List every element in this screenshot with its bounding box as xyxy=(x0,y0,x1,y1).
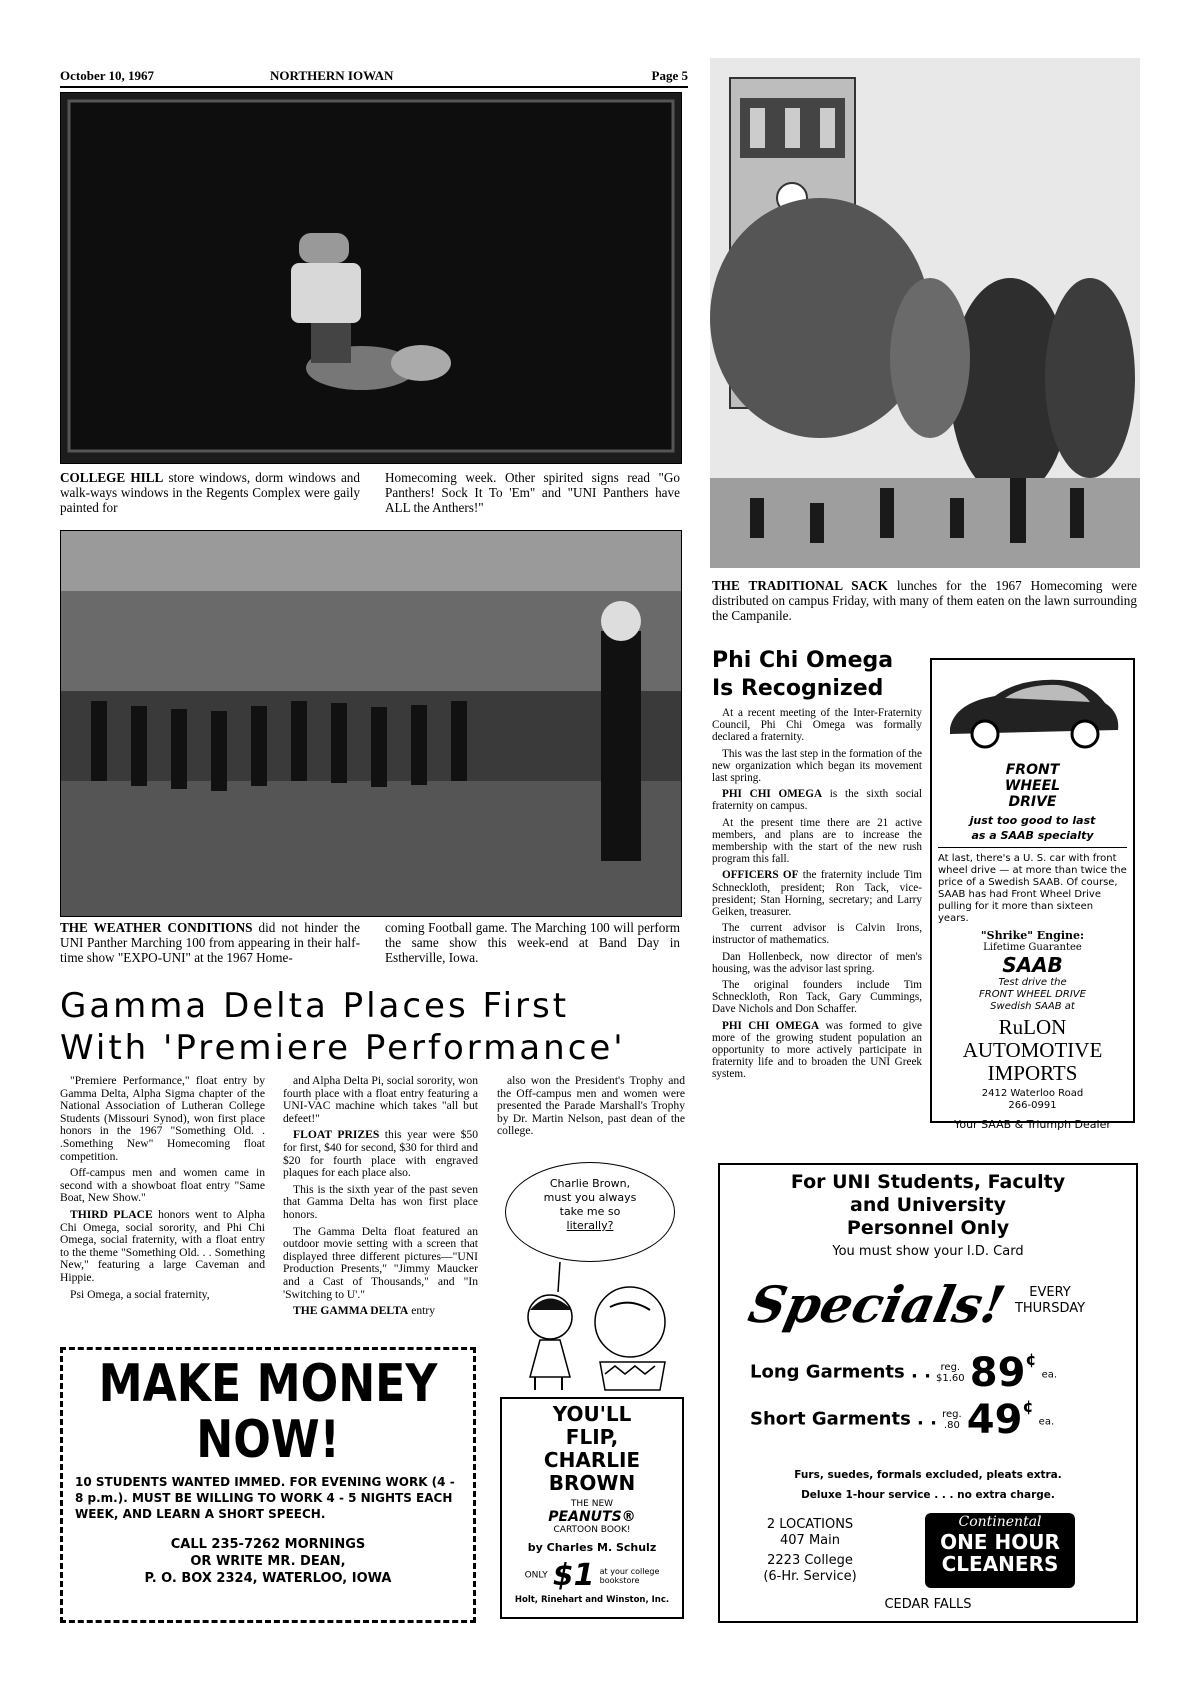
paragraph-text: At a recent meeting of the Inter-Fraternity Council, Phi Chi Omega was formally declared a fraternity. xyxy=(712,707,922,744)
caption-lead: COLLEGE HILL xyxy=(60,470,164,485)
paragraph-text: entry xyxy=(408,1304,436,1318)
headline-line: Gamma Delta Places First xyxy=(60,986,570,1026)
where-label: bookstore xyxy=(599,1575,640,1585)
long-garments-row xyxy=(750,1350,1110,1396)
dealer-name: AUTOMOTIVE xyxy=(962,1038,1103,1062)
ad-title: MAKE MONEY xyxy=(98,1354,438,1414)
paragraph-lead: FLOAT PRIZES xyxy=(293,1128,380,1142)
article-paragraph xyxy=(283,1305,478,1318)
logo-text: ONE HOUR xyxy=(940,1530,1060,1554)
paragraph-text: is the sixth social fraternity on campus. xyxy=(712,788,923,813)
flip-line: FLIP, xyxy=(565,1425,619,1449)
marching-band-caption xyxy=(60,920,680,982)
fwd-line: WHEEL xyxy=(1004,778,1061,794)
make-money-ad xyxy=(60,1347,476,1623)
dealer-phone: 266-0991 xyxy=(1008,1100,1057,1111)
paragraph-text: This is the sixth year of the past seven that Gamma Delta has won first place honors. xyxy=(283,1182,478,1221)
campanile-caption xyxy=(712,578,1137,623)
campanile-illustration xyxy=(710,58,1140,568)
thursday-label: THURSDAY xyxy=(1014,1301,1086,1316)
bubble-text: must you always xyxy=(543,1191,637,1204)
store-window-caption xyxy=(60,470,680,520)
reg-label: reg. xyxy=(942,1409,962,1420)
caption-text: Homecoming week. Other spirited signs read "Go Panthers! Sock It To 'Em" and "UNI Panthers have ALL the Anthers!" xyxy=(385,470,680,515)
where-label: at your college xyxy=(599,1566,660,1576)
cent-sign: ¢ xyxy=(1022,1397,1034,1416)
cent-sign: ¢ xyxy=(1025,1350,1037,1369)
article-paragraph xyxy=(712,817,922,866)
exclusions-note: Furs, suedes, formals excluded, pleats extra. xyxy=(794,1469,1062,1481)
phi-chi-headline xyxy=(712,647,927,703)
location-line: 407 Main xyxy=(780,1533,840,1548)
engine-label: "Shrike" Engine: xyxy=(980,929,1085,942)
the-new-label: THE NEW xyxy=(570,1499,614,1509)
each-label: ea. xyxy=(1041,1369,1058,1381)
logo-text: Continental xyxy=(958,1514,1042,1530)
deluxe-note: Deluxe 1-hour service . . . no extra charge. xyxy=(801,1489,1055,1501)
article-paragraph xyxy=(712,1020,922,1081)
ad-headline: and University xyxy=(850,1194,1006,1216)
caption-text: lunches for the 1967 Homecoming were distributed on campus Friday, with many of them eaten on the lawn surrounding the Campanile. xyxy=(712,578,1137,623)
ad-title: NOW! xyxy=(196,1410,340,1470)
campanile-photo xyxy=(710,58,1140,568)
specials-script: Specials! xyxy=(743,1275,1011,1334)
article-paragraph xyxy=(712,951,922,975)
sale-price: 89 xyxy=(969,1350,1026,1396)
caption-lead: THE TRADITIONAL SACK xyxy=(712,578,888,593)
ad-contact: CALL 235-7262 MORNINGS xyxy=(170,1537,366,1552)
peanuts-ad xyxy=(500,1162,688,1622)
test-drive-line: Test drive the xyxy=(998,977,1067,988)
article-paragraph xyxy=(283,1226,478,1302)
continental-logo xyxy=(925,1513,1075,1588)
article-paragraph xyxy=(60,1209,265,1285)
tagline: as a SAAB specialty xyxy=(971,829,1094,842)
dealer-address: 2412 Waterloo Road xyxy=(981,1088,1084,1099)
every-label: EVERY xyxy=(1029,1285,1071,1300)
publisher-label: Holt, Rinehart and Winston, Inc. xyxy=(514,1595,670,1605)
cleaners-ad xyxy=(718,1163,1138,1623)
paragraph-lead: PHI CHI OMEGA xyxy=(722,788,823,801)
flip-line: BROWN xyxy=(548,1471,636,1495)
peanuts-title: PEANUTS® xyxy=(548,1509,636,1525)
price-label: $1 xyxy=(552,1558,595,1593)
paragraph-text: the fraternity include Tim Schneckloth, president; Ron Tack, vice-president; Stan Horning, secretary; and Larry Geiken, treasurer. xyxy=(712,869,923,919)
article-paragraph xyxy=(283,1184,478,1222)
only-label: ONLY xyxy=(524,1570,548,1581)
article-paragraph xyxy=(497,1075,685,1138)
tagline: just too good to last xyxy=(969,814,1096,827)
article-paragraph xyxy=(60,1289,265,1302)
ad-headline: For UNI Students, Faculty xyxy=(790,1171,1066,1193)
saab-ad xyxy=(930,658,1135,1131)
paragraph-text: Off-campus men and women came in second with a showboat float entry "Same Boat, New Show." xyxy=(60,1166,265,1205)
paragraph-text: This was the last step in the formation of the new organization which began its movement last spring. xyxy=(712,747,922,785)
test-drive-line: FRONT WHEEL DRIVE xyxy=(979,989,1086,1000)
ad-contact: OR WRITE MR. DEAN, xyxy=(190,1554,346,1569)
flip-line: YOU'LL xyxy=(552,1402,632,1426)
newspaper-name: NORTHERN IOWAN xyxy=(270,68,394,83)
paragraph-text: The current advisor is Calvin Irons, instructor of mathematics. xyxy=(712,922,922,947)
article-paragraph xyxy=(712,748,922,785)
store-window-photo xyxy=(60,92,682,464)
paragraph-lead: THIRD PLACE xyxy=(70,1207,153,1221)
paragraph-text: The Gamma Delta float featured an outdoor movie setting with a screen that displayed three different pictures—"UNI Production Presents," "Jimmy Maucker and a Cast of Thousands," and "In 'Switching to U'." xyxy=(283,1224,478,1301)
short-garments-row xyxy=(750,1397,1110,1443)
paragraph-text: Dan Hollenbeck, now director of men's housing, was the advisor last spring. xyxy=(712,950,922,975)
article-paragraph xyxy=(283,1075,478,1125)
gamma-delta-column-3 xyxy=(497,1075,685,1142)
paragraph-text: The original founders include Tim Schneckloth, Ron Tack, Gary Cummings, Dave Nichols and Don Schaffer. xyxy=(712,979,922,1016)
ad-headline: Personnel Only xyxy=(846,1217,1010,1239)
warranty-label: Lifetime Guarantee xyxy=(983,942,1082,953)
reg-price: $1.60 xyxy=(936,1373,965,1384)
caption-text: did not hinder the UNI Panther Marching 100 from appearing in their half-time show "EXPO-UNI" at the 1967 Home- xyxy=(60,920,360,965)
gamma-delta-column-1 xyxy=(60,1075,265,1305)
sale-price: 49 xyxy=(966,1397,1023,1443)
paragraph-text: also won the President's Trophy and the Off-campus men and women were presented the Parade Marshall's Trophy by Dr. Martin Nelson, past dean of the college. xyxy=(497,1074,685,1138)
store-window-illustration xyxy=(61,93,681,463)
marching-band-illustration xyxy=(61,531,681,916)
paragraph-text: At the present time there are 21 active members, and plans are to increase the membership with the start of the new rush program this fall. xyxy=(712,816,922,866)
bubble-text: literally? xyxy=(566,1219,614,1232)
caption-text: store windows, dorm windows and walk-ways windows in the Regents Complex were gaily painted for xyxy=(60,470,360,515)
garment-label: Long Garments . . xyxy=(750,1361,931,1383)
saab-brand: SAAB xyxy=(1002,953,1063,977)
headline-line: Is Recognized xyxy=(712,676,884,701)
id-card-note: You must show your I.D. Card xyxy=(832,1244,1024,1259)
saab-car-illustration xyxy=(940,668,1125,758)
flip-line: CHARLIE xyxy=(543,1448,641,1472)
location-line: 2223 College xyxy=(767,1553,853,1568)
article-paragraph xyxy=(712,788,922,812)
headline-line: With 'Premiere Performance' xyxy=(60,1028,626,1068)
fwd-line: FRONT xyxy=(1005,762,1060,778)
location-line: 2 LOCATIONS xyxy=(766,1517,854,1532)
page-number: Page 5 xyxy=(651,68,688,83)
caption-text: coming Football game. The Marching 100 will perform the same show this week-end at Band Day in Estherville, Iowa. xyxy=(385,920,680,965)
fwd-line: DRIVE xyxy=(1008,794,1057,810)
article-paragraph xyxy=(283,1129,478,1179)
author-label: by Charles M. Schulz xyxy=(527,1541,657,1554)
lucy-charlie-cartoon xyxy=(500,1262,688,1392)
dealer-name: RuLON xyxy=(998,1015,1067,1039)
paragraph-text: this year were $50 for first, $40 for second, $30 for third and $20 for fourth place with engraved plaques for each place also. xyxy=(283,1128,478,1180)
article-paragraph xyxy=(60,1075,265,1163)
dealer-footer: Your SAAB & Triumph Dealer xyxy=(954,1118,1111,1131)
paragraph-lead: THE GAMMA DELTA xyxy=(293,1304,409,1318)
paragraph-text: and Alpha Delta Pi, social sorority, won fourth place with a float entry featuring a UNI-VAC machine which takes "all but defeet!" xyxy=(283,1074,478,1125)
paragraph-text: Psi Omega, a social fraternity, xyxy=(70,1287,210,1301)
headline-line: Phi Chi Omega xyxy=(712,648,894,673)
article-paragraph xyxy=(712,869,922,918)
city-label: CEDAR FALLS xyxy=(884,1597,972,1612)
each-label: ea. xyxy=(1038,1416,1055,1428)
speech-bubble xyxy=(505,1162,675,1262)
test-drive-line: Swedish SAAB at xyxy=(990,1001,1075,1012)
issue-date: October 10, 1967 xyxy=(60,68,154,83)
bubble-text: take me so xyxy=(559,1205,621,1218)
phi-chi-article xyxy=(712,707,922,1085)
peanuts-book-box xyxy=(500,1397,684,1619)
gamma-delta-headline xyxy=(60,985,700,1069)
dealer-name: IMPORTS xyxy=(987,1061,1078,1085)
article-paragraph xyxy=(60,1167,265,1205)
paragraph-text: honors went to Alpha Chi Omega, social sorority, and Phi Chi Omega, social fraternity, with a float entry to the theme "Something Old. . . Something New," featuring a large Caveman and Hippie. xyxy=(60,1207,266,1284)
paragraph-lead: PHI CHI OMEGA xyxy=(722,1019,820,1032)
saab-body: At last, there's a U. S. car with front wheel drive — at more than twice the price of a Swedish SAAB. Of course, SAAB has had Front Wheel Drive pulling for it more than sixteen years. xyxy=(938,853,1127,924)
article-paragraph xyxy=(712,922,922,946)
bubble-text: Charlie Brown, xyxy=(549,1177,631,1190)
page-header xyxy=(60,68,688,88)
garment-label: Short Garments . . xyxy=(750,1408,937,1430)
article-paragraph xyxy=(712,707,922,744)
cartoon-book-label: CARTOON BOOK! xyxy=(553,1525,631,1535)
paragraph-lead: OFFICERS OF xyxy=(722,869,799,882)
ad-contact: P. O. BOX 2324, WATERLOO, IOWA xyxy=(144,1571,392,1586)
article-paragraph xyxy=(712,979,922,1016)
marching-band-photo xyxy=(60,530,682,917)
paragraph-text: "Premiere Performance," float entry by Gamma Delta, Alpha Sigma chapter of the National Association of Lutheran College Students (Missouri Synod), won first place honors in the 1967 "Something Old. . .Something New" Homecoming float competition. xyxy=(60,1074,265,1163)
ad-body: 10 STUDENTS WANTED IMMED. FOR EVENING WORK (4 - 8 p.m.). MUST BE WILLING TO WORK 4 - 5 NIGHTS EACH WEEK, AND LEARN A SHORT SPEECH. xyxy=(75,1475,455,1521)
gamma-delta-column-2 xyxy=(283,1075,478,1322)
reg-label: reg. xyxy=(940,1362,961,1373)
paragraph-text: was formed to give more of the growing student population an opportunity to more actively participate in fraternity life and to broaden the UNI Greek system. xyxy=(712,1019,923,1081)
caption-lead: THE WEATHER CONDITIONS xyxy=(60,920,253,935)
reg-price: .80 xyxy=(943,1420,960,1431)
logo-text: CLEANERS xyxy=(941,1552,1059,1576)
location-line: (6-Hr. Service) xyxy=(763,1569,857,1584)
locations xyxy=(740,1517,880,1585)
